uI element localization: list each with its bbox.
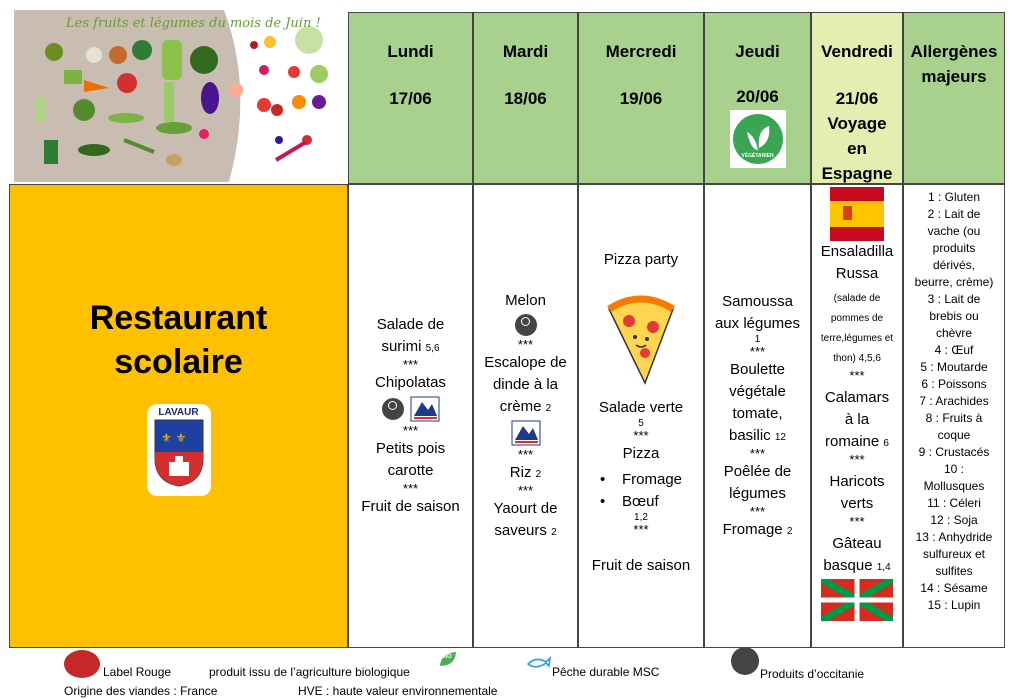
dish-detail: terre,légumes et <box>820 333 894 344</box>
legend-hve: HVE : haute valeur environnementale <box>298 684 498 698</box>
dish-line: dinde à la <box>492 376 559 393</box>
dish-line: Pizza <box>622 445 660 462</box>
bio-logo-text: BIO <box>441 654 452 660</box>
separator: *** <box>517 337 534 352</box>
occitanie-icon <box>731 647 759 675</box>
poster-title: Les fruits et légumes du mois de Juin ! <box>66 16 321 31</box>
allergen-line: 11 : Céleri <box>927 496 981 510</box>
dish-detail: pommes de <box>830 313 884 324</box>
allergen-line: 4 : Œuf <box>934 343 974 357</box>
dish-line: Melon <box>505 292 546 309</box>
separator: *** <box>517 483 534 498</box>
day-name: Vendredi <box>821 42 893 61</box>
bio-leaf-icon <box>437 650 459 670</box>
day-date: 17/06 <box>389 89 432 108</box>
day-name: Mercredi <box>605 42 677 61</box>
separator: *** <box>849 368 865 383</box>
allergen-codes: 5,6 <box>425 343 440 354</box>
menu-lundi <box>348 184 473 648</box>
allergen-line: 7 : Arachides <box>919 394 989 408</box>
allergen-line: vache (ou <box>927 224 981 238</box>
allergen-line: chèvre <box>935 326 973 340</box>
allergens-title-1: Allergènes <box>910 42 998 61</box>
day-name: Lundi <box>387 42 434 61</box>
allergen-codes: 2 <box>545 403 552 414</box>
dish-line: romaine <box>825 433 880 450</box>
allergen-line: beurre, crème) <box>914 275 994 289</box>
crest-label: LAVAUR <box>158 407 199 418</box>
dish-line: tomate, <box>732 405 783 422</box>
spain-flag-icon <box>830 187 884 241</box>
allergen-line: sulfites <box>935 564 973 578</box>
dish-line: carotte <box>387 462 434 479</box>
trip-line-1: Voyage <box>827 114 887 133</box>
allergen-codes: 1,4 <box>876 562 891 573</box>
allergen-line: 14 : Sésame <box>920 581 988 595</box>
dish-line: légumes <box>729 485 786 502</box>
coat-of-arms-icon <box>153 418 205 488</box>
day-date: 19/06 <box>619 89 663 108</box>
pizza-slice-icon <box>601 279 681 389</box>
dish-line: crème <box>499 398 542 415</box>
day-date: 18/06 <box>504 89 547 108</box>
legend-occitanie: Produits d’occitanie <box>760 667 865 681</box>
legend-label-rouge: Label Rouge <box>103 665 172 679</box>
separator: *** <box>402 481 419 496</box>
allergen-line: sulfureux et <box>922 547 986 561</box>
separator: *** <box>517 447 534 462</box>
allergen-line: 12 : Soja <box>930 513 978 527</box>
dish-line: Samoussa <box>722 293 793 310</box>
dish-line: Petits pois <box>375 440 446 457</box>
dish-line: végétale <box>729 383 786 400</box>
header-mardi <box>473 12 578 184</box>
dish-line: basque <box>823 557 873 574</box>
restaurant-title-2: scolaire <box>114 343 243 381</box>
header-mercredi <box>578 12 704 184</box>
allergen-codes: 2 <box>786 526 793 537</box>
allergen-line: 9 : Crustacés <box>918 445 990 459</box>
allergen-line: 5 : Moutarde <box>920 360 988 374</box>
separator: *** <box>849 452 865 467</box>
label-rouge-icon <box>64 650 100 678</box>
allergen-codes: 12 <box>774 432 786 443</box>
allergen-line: 13 : Anhydride <box>915 530 993 544</box>
allergen-codes: 4,5,6 <box>858 353 881 364</box>
french-meat-icon <box>410 396 440 422</box>
dish-line: Salade de <box>376 316 445 333</box>
allergen-line: 1 : Gluten <box>927 190 981 204</box>
dish-line: aux légumes <box>714 315 801 332</box>
trip-line-3: Espagne <box>821 164 893 183</box>
dish-line: Escalope de <box>484 354 567 371</box>
legend-origine: Origine des viandes : France <box>64 684 218 698</box>
separator: *** <box>749 504 766 519</box>
allergen-line: 2 : Lait de <box>927 207 981 221</box>
allergen-line: 8 : Fruits à <box>925 411 983 425</box>
dish-line: à la <box>844 411 870 428</box>
french-meat-icon <box>511 420 541 446</box>
header-allergenes <box>903 12 1005 184</box>
allergen-codes: 1 <box>754 334 761 345</box>
separator: *** <box>402 423 419 438</box>
dish-line: Russa <box>835 265 879 282</box>
dish-line: Fromage <box>722 521 783 538</box>
separator: *** <box>749 344 766 359</box>
vegetarian-label: VÉGÉTARIEN <box>741 153 774 159</box>
svg-text:⚜ ⚜: ⚜ ⚜ <box>160 431 186 445</box>
dish-line: Riz <box>509 464 532 481</box>
day-date: 20/06 <box>736 87 779 106</box>
separator: *** <box>633 428 649 443</box>
header-lundi <box>348 12 473 184</box>
dish-line: Gâteau <box>832 535 882 552</box>
local-products-icon <box>382 398 404 420</box>
allergen-line: produits <box>932 241 976 255</box>
separator: *** <box>849 514 865 529</box>
dish-line: Poêlée de <box>723 463 792 480</box>
menu-mardi <box>473 184 578 648</box>
dish-line: surimi <box>381 338 422 355</box>
dish-line: Yaourt de <box>493 500 558 517</box>
basque-flag-icon <box>821 579 893 621</box>
restaurant-cell <box>9 184 348 648</box>
day-date: 21/06 <box>835 89 879 108</box>
dish-line: verts <box>840 495 874 512</box>
dish-line: Pizza party <box>603 251 679 268</box>
menu-vendredi <box>811 184 903 648</box>
menu-jeudi <box>704 184 811 648</box>
dish-line: Boulette <box>729 361 786 378</box>
dish-line: saveurs <box>494 522 547 539</box>
allergen-line: Mollusques <box>923 479 985 493</box>
dish-detail: thon) <box>833 353 856 364</box>
allergen-line: 6 : Poissons <box>921 377 987 391</box>
allergen-line: 15 : Lupin <box>927 598 981 612</box>
product-labels <box>382 394 440 424</box>
dish-line: Fruit de saison <box>591 557 691 574</box>
lavaur-crest <box>147 404 211 496</box>
allergen-codes: 2 <box>551 527 557 538</box>
allergen-line: 10 : <box>943 462 964 476</box>
dish-line: basilic <box>729 427 771 444</box>
seasonal-produce-poster <box>14 10 342 182</box>
produce-illustration <box>14 10 342 182</box>
pizza-options <box>600 469 682 513</box>
dish-line: Salade verte <box>598 399 684 416</box>
restaurant-title-1: Restaurant <box>89 299 268 337</box>
allergen-line: dérivés, <box>932 258 976 272</box>
day-name: Jeudi <box>735 42 780 61</box>
header-vendredi <box>811 12 903 184</box>
day-name: Mardi <box>502 42 549 61</box>
menu-mercredi <box>578 184 704 648</box>
dish-detail: (salade de <box>833 293 881 304</box>
allergen-codes: 2 <box>535 469 542 480</box>
option-fromage: • Fromage <box>600 469 682 491</box>
allergens-title-2: majeurs <box>921 67 987 86</box>
dish-line: Chipolatas <box>375 374 446 391</box>
header-jeudi <box>704 12 811 184</box>
dish-line: Ensaladilla <box>820 243 894 260</box>
separator: *** <box>749 446 766 461</box>
option-boeuf: • Bœuf <box>600 491 682 513</box>
legend-msc: Pêche durable MSC <box>552 665 660 679</box>
dish-line: Fruit de saison <box>361 498 460 515</box>
allergen-codes: 5 <box>638 418 644 429</box>
local-products-icon <box>515 314 537 336</box>
vegetarian-badge <box>730 110 786 168</box>
allergen-line: brebis ou <box>929 309 979 323</box>
vegetarian-leaf-icon <box>733 114 783 164</box>
separator: *** <box>402 357 419 372</box>
dish-line: Haricots <box>829 473 885 490</box>
allergen-line: 3 : Lait de <box>927 292 981 306</box>
allergen-codes: 6 <box>883 438 889 449</box>
separator: *** <box>633 522 649 537</box>
legend-bio: produit issu de l’agriculture biologique <box>209 665 410 679</box>
allergen-line: coque <box>937 428 971 442</box>
allergen-codes: 1,2 <box>634 512 648 523</box>
allergens-list <box>903 184 1005 648</box>
trip-line-2: en <box>847 139 867 158</box>
msc-fish-icon <box>526 656 552 670</box>
dish-line: Calamars <box>824 389 890 406</box>
